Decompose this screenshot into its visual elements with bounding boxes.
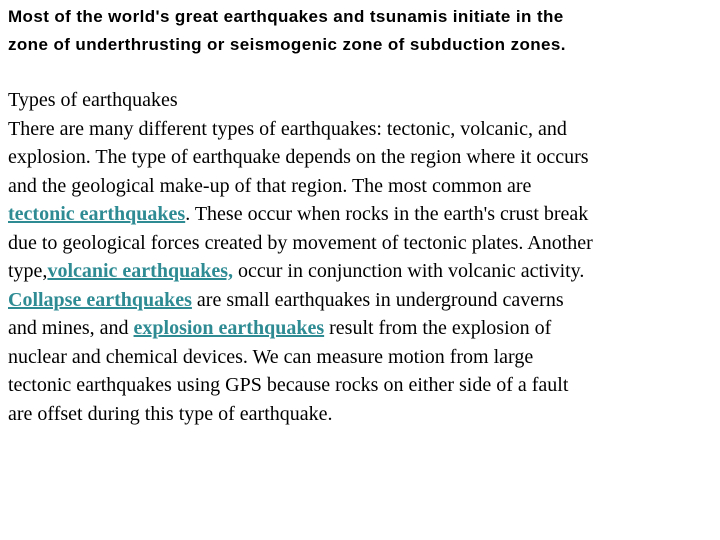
body-line xyxy=(8,200,720,229)
body-text: and mines, and xyxy=(8,317,134,339)
body-line: explosion. The type of earthquake depends on the region where it occurs xyxy=(8,146,589,168)
body-text: occur in conjunction with volcanic activity. xyxy=(233,260,585,282)
body-text: type, xyxy=(8,260,48,282)
body-text: . These occur when rocks in the earth's crust break xyxy=(185,203,589,225)
body-line xyxy=(8,257,720,286)
body-line: tectonic earthquakes using GPS because rocks on either side of a fault xyxy=(8,374,569,396)
volcanic-earthquakes-link[interactable]: volcanic earthquakes, xyxy=(47,260,233,282)
intro-line: zone of underthrusting or seismogenic zone of subduction zones. xyxy=(8,35,566,54)
body-line: and the geological make-up of that region. The most common are xyxy=(8,174,532,197)
body-line: due to geological forces created by movement of tectonic plates. Another xyxy=(8,231,593,254)
collapse-earthquakes-link[interactable]: Collapse earthquakes xyxy=(8,288,192,311)
intro-paragraph xyxy=(8,3,714,59)
body-line xyxy=(8,314,720,343)
body-text: are small earthquakes in underground caverns xyxy=(191,288,564,311)
body-line: There are many different types of earthquakes: tectonic, volcanic, and xyxy=(8,117,567,140)
intro-line: Most of the world's great earthquakes and tsunamis initiate in the xyxy=(8,7,564,26)
section-heading: Types of earthquakes xyxy=(8,89,178,111)
body-line xyxy=(8,286,720,315)
body-text: result from the explosion of xyxy=(324,317,552,339)
earthquake-types-section xyxy=(8,86,720,428)
explosion-earthquakes-link[interactable]: explosion earthquakes xyxy=(133,317,325,339)
body-line: nuclear and chemical devices. We can measure motion from large xyxy=(8,345,534,368)
tectonic-earthquakes-link[interactable]: tectonic earthquakes xyxy=(8,203,186,225)
body-line: are offset during this type of earthquake. xyxy=(8,402,333,425)
